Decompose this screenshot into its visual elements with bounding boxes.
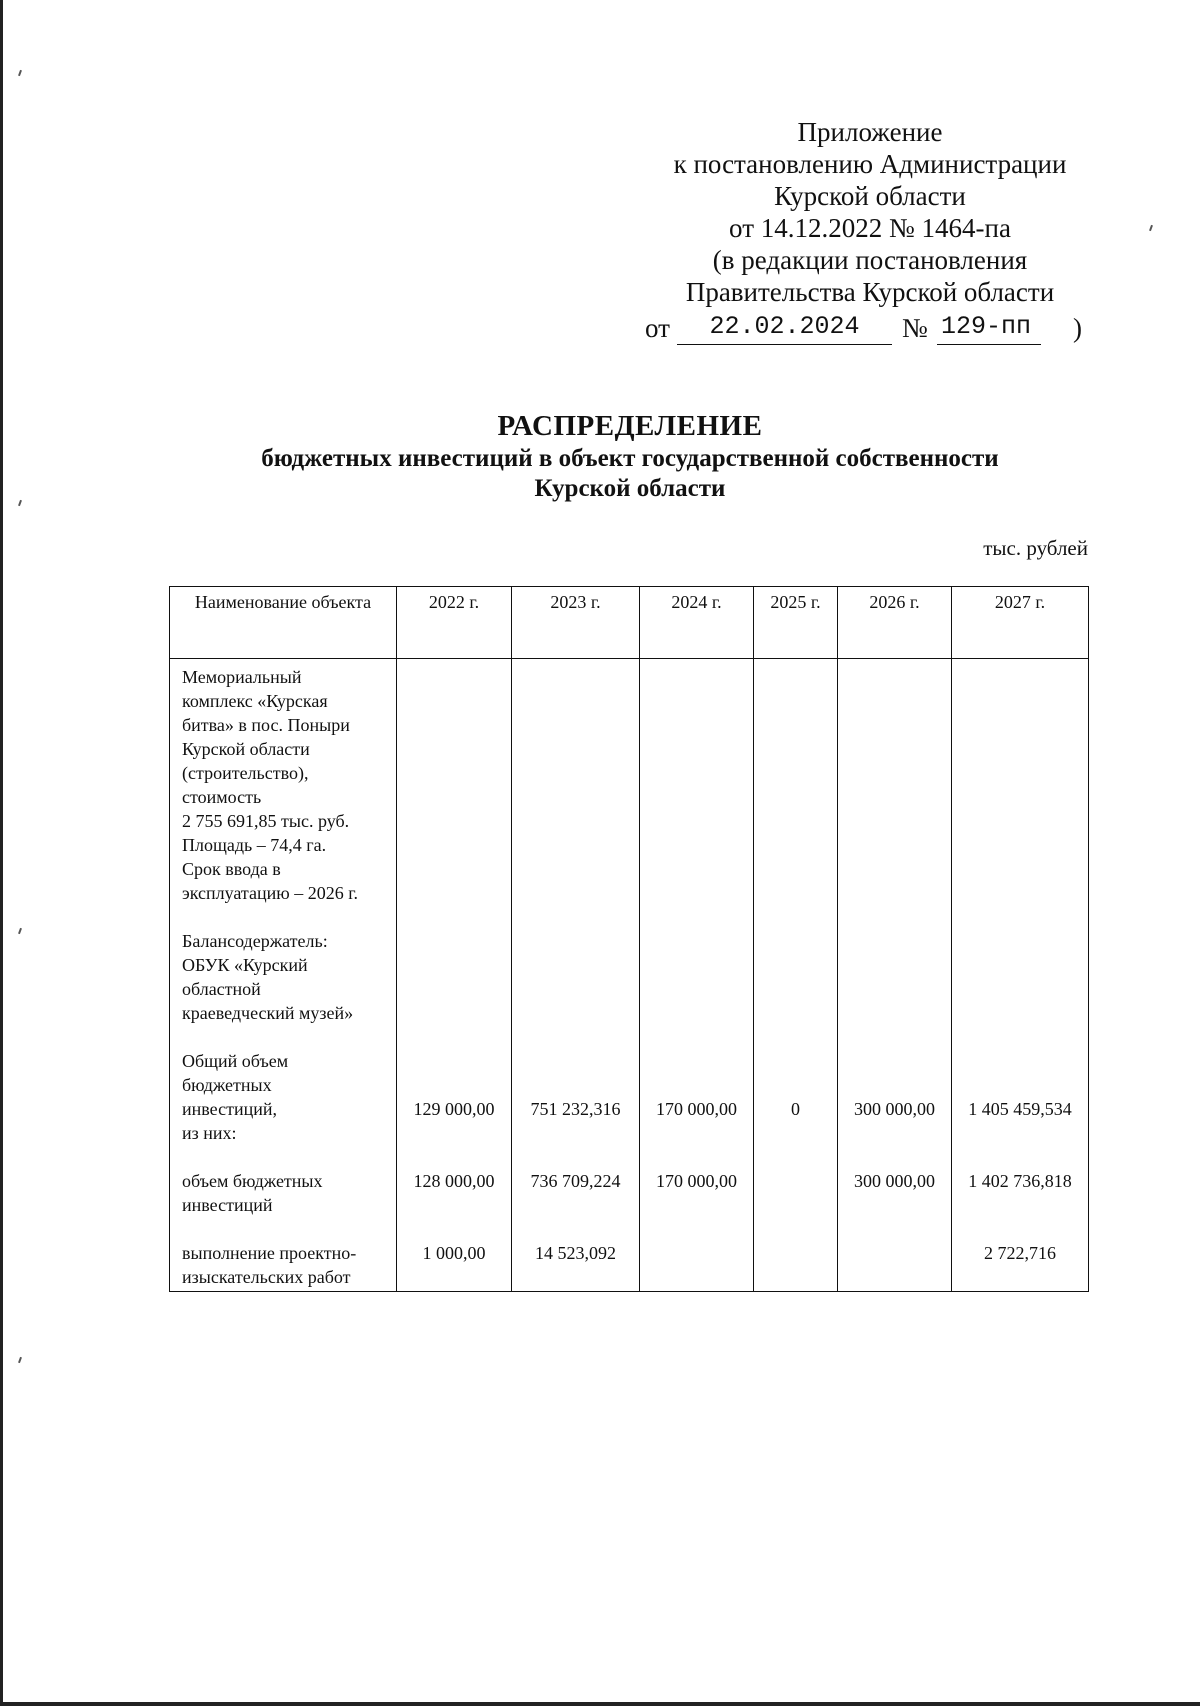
value-cell: 300 000,00 [838,1049,952,1169]
scan-speck [18,500,22,506]
ot-label: от [645,313,670,343]
object-description: Мемориальный комплекс «Курская битва» в пос. Поныри Курской области (строительство), стоимость 2 755 691,85 тыс. руб. Площадь – 74,4 га. Срок ввода в эксплуатацию – 2026 г. [182,667,359,903]
units-label: тыс. рублей [983,536,1088,560]
value-cell [838,1241,952,1292]
row-label: объем бюджетных инвестиций [170,1169,397,1241]
column-header: Наименование объекта [170,587,397,659]
column-header: 2024 г. [640,587,754,659]
value-cell: 2 722,716 [952,1241,1089,1292]
row-label: выполнение проектно- изыскательских работ [170,1241,397,1292]
header-line: Приложение [797,117,943,147]
value-cell [754,1169,838,1241]
row-label: Общий объем бюджетных инвестиций, из них: [170,1049,397,1169]
balance-holder: Балансодержатель: ОБУК «Курский областной краеведческий музей» [182,931,354,1023]
title-subtitle-line: Курской области [534,475,726,502]
value-cell: 170 000,00 [640,1169,754,1241]
table-row [170,1169,1089,1241]
document-title [100,408,1160,504]
scan-edge [0,1702,1200,1706]
value-cell: 170 000,00 [640,1049,754,1169]
table-header-row [170,587,1089,659]
table-row [170,659,1089,1050]
scan-speck [18,928,22,934]
column-header: 2023 г. [512,587,640,659]
value-cell: 1 402 736,818 [952,1169,1089,1241]
table-row [170,1241,1089,1292]
value-cell: 1 405 459,534 [952,1049,1089,1169]
column-header: 2027 г. [952,587,1089,659]
title-main: РАСПРЕДЕЛЕНИЕ [497,410,763,442]
decree-number-field: 129-пп [937,310,1041,345]
value-cell: 300 000,00 [838,1169,952,1241]
header-line: Правительства Курской области [685,277,1055,307]
scan-edge [0,0,3,1706]
value-cell: 1 000,00 [397,1241,512,1292]
table-row [170,1049,1089,1169]
investment-table [169,586,1089,1292]
header-line: (в редакции постановления [712,245,1028,275]
column-header: 2026 г. [838,587,952,659]
column-header: 2025 г. [754,587,838,659]
header-line: от 14.12.2022 № 1464-па [729,213,1011,243]
close-paren: ) [1073,313,1082,343]
scan-speck [18,70,22,76]
object-description-cell [170,659,397,1050]
appendix-header [620,116,1120,308]
value-cell: 14 523,092 [512,1241,640,1292]
value-cell: 0 [754,1049,838,1169]
value-cell [640,1241,754,1292]
value-cell: 129 000,00 [397,1049,512,1169]
value-cell: 128 000,00 [397,1169,512,1241]
number-label: № [902,313,928,343]
header-line: Курской области [774,181,966,211]
value-cell: 736 709,224 [512,1169,640,1241]
title-subtitle-line: бюджетных инвестиций в объект государственной собственности [261,445,999,472]
scan-speck [1149,225,1153,231]
decree-date-field: 22.02.2024 [677,310,892,345]
value-cell: 751 232,316 [512,1049,640,1169]
column-header: 2022 г. [397,587,512,659]
scan-speck [18,1357,22,1363]
header-line: к постановлению Администрации [673,149,1067,179]
value-cell [754,1241,838,1292]
